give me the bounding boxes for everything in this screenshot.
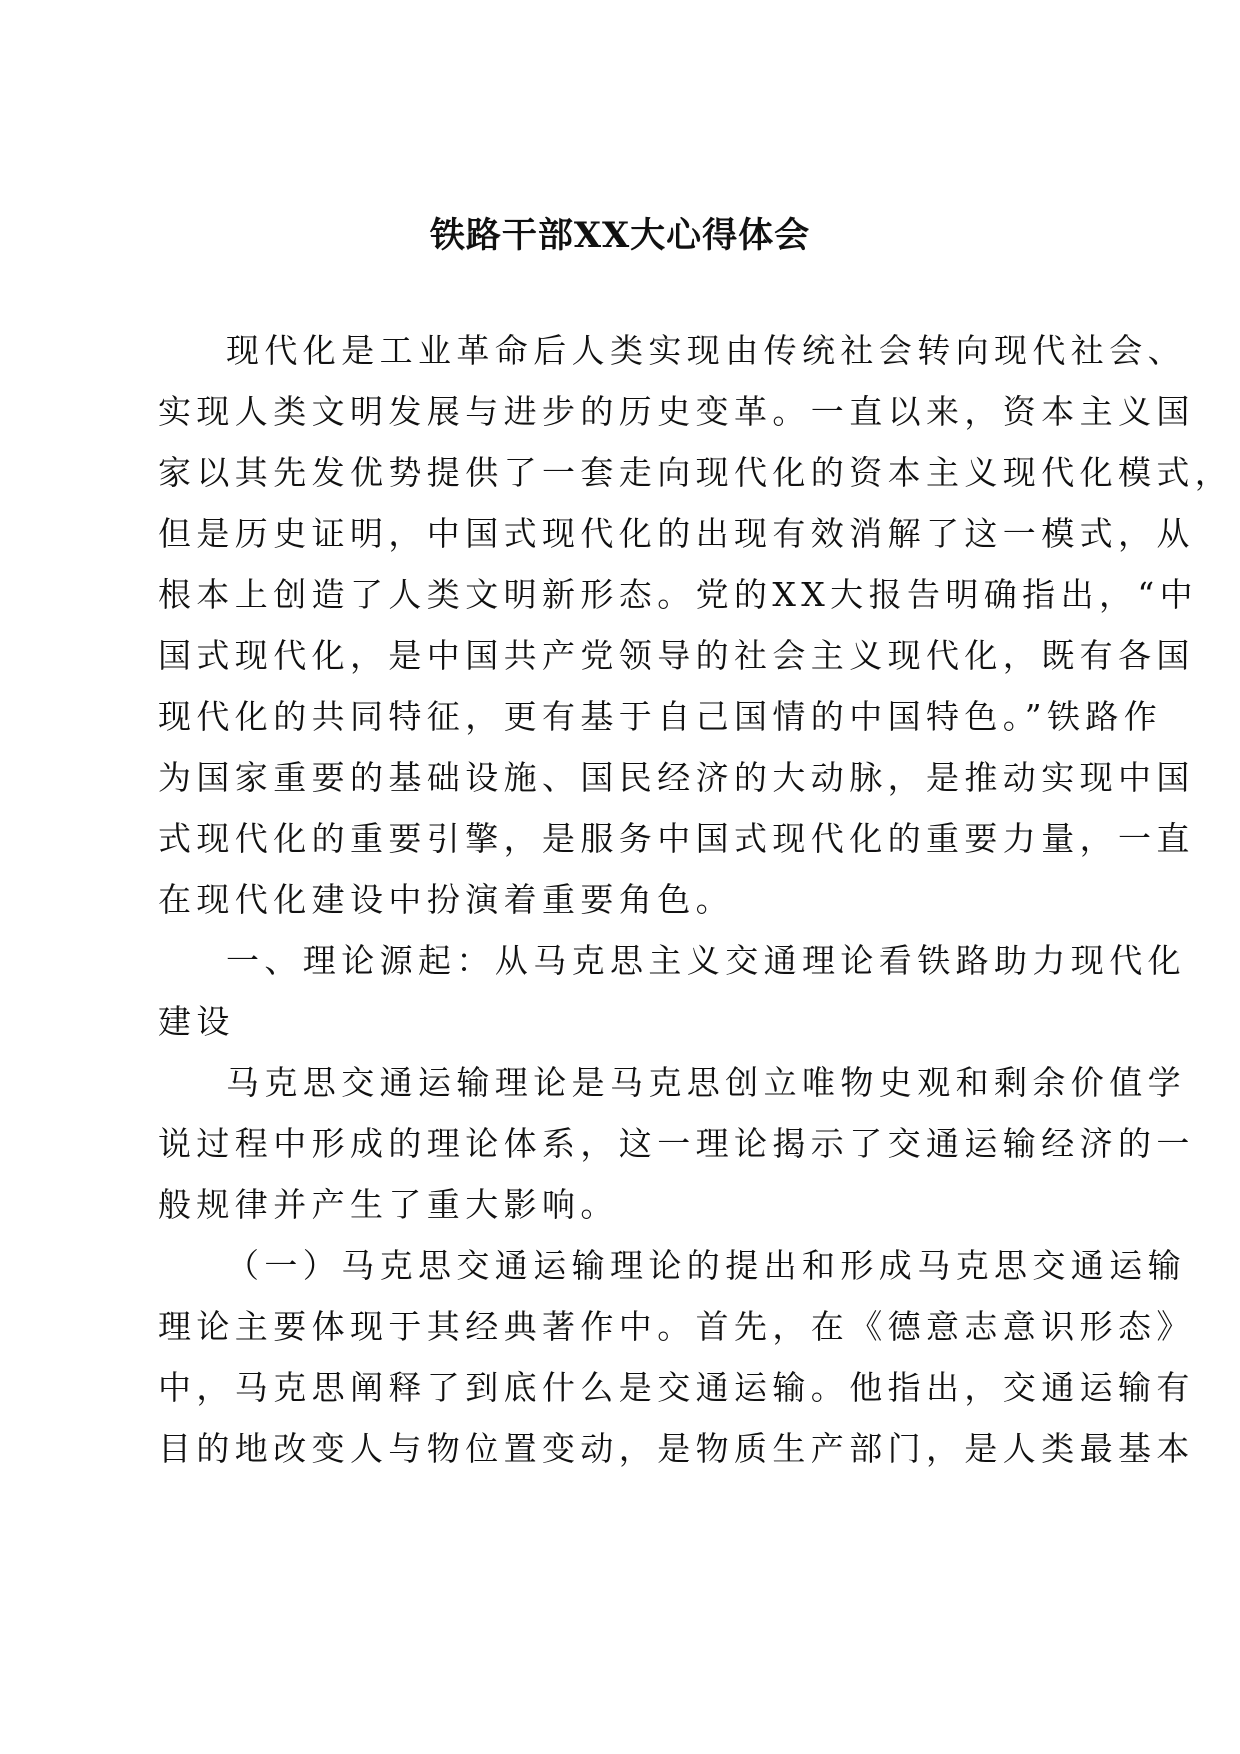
paragraph-line: 实现人类文明发展与进步的历史变革。一直以来，资本主义国 bbox=[158, 392, 1195, 431]
section-heading-line: 一、理论源起：从马克思主义交通理论看铁路助力现代化 bbox=[226, 941, 1186, 980]
paragraph-line: 根本上创造了人类文明新形态。党的XX大报告明确指出，“中 bbox=[158, 575, 1199, 614]
paragraph-line: （一）马克思交通运输理论的提出和形成马克思交通运输 bbox=[226, 1246, 1186, 1285]
paragraph-line: 理论主要体现于其经典著作中。首先，在《德意志意识形态》 bbox=[158, 1307, 1195, 1346]
paragraph-line: 但是历史证明，中国式现代化的出现有效消解了这一模式，从 bbox=[158, 514, 1195, 553]
paragraph-line: 式现代化的重要引擎，是服务中国式现代化的重要力量，一直 bbox=[158, 819, 1195, 858]
paragraph-line: 现代化的共同特征，更有基于自己国情的中国特色。”铁路作 bbox=[158, 697, 1163, 736]
section-heading-line: 建设 bbox=[158, 1002, 235, 1041]
document-body bbox=[158, 320, 1234, 1479]
paragraph-line: 为国家重要的基础设施、国民经济的大动脉，是推动实现中国 bbox=[158, 758, 1195, 797]
document-title: 铁路干部XX大心得体会 bbox=[429, 215, 811, 256]
paragraph-line: 中，马克思阐释了到底什么是交通运输。他指出，交通运输有 bbox=[158, 1368, 1195, 1407]
paragraph-line: 国式现代化，是中国共产党领导的社会主义现代化，既有各国 bbox=[158, 636, 1195, 675]
paragraph-line: 现代化是工业革命后人类实现由传统社会转向现代社会、 bbox=[226, 331, 1186, 370]
paragraph-line: 家以其先发优势提供了一套走向现代化的资本主义现代化模式， bbox=[158, 453, 1234, 492]
paragraph-line: 马克思交通运输理论是马克思创立唯物史观和剩余价值学 bbox=[226, 1063, 1186, 1102]
paragraph-line: 说过程中形成的理论体系，这一理论揭示了交通运输经济的一 bbox=[158, 1124, 1195, 1163]
paragraph-line: 般规律并产生了重大影响。 bbox=[158, 1185, 619, 1224]
paragraph-line: 在现代化建设中扮演着重要角色。 bbox=[158, 880, 734, 919]
paragraph-line: 目的地改变人与物位置变动，是物质生产部门，是人类最基本 bbox=[158, 1429, 1195, 1468]
